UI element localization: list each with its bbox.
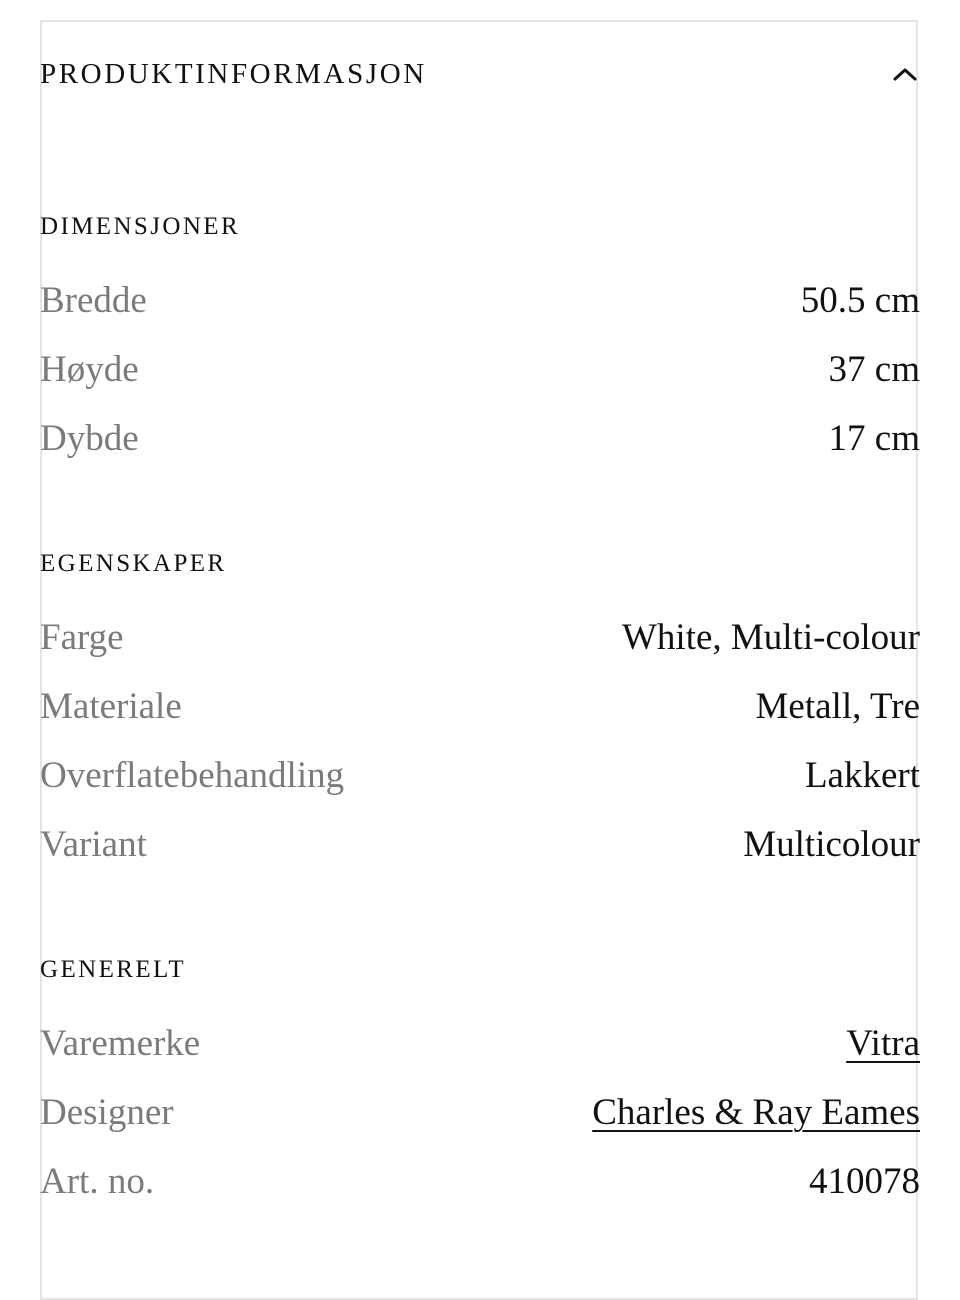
spec-label: Dybde <box>40 418 139 459</box>
spec-row-farge <box>40 616 920 685</box>
spec-row-variant <box>40 823 920 892</box>
spec-label: Designer <box>40 1092 174 1133</box>
spec-value: 37 cm <box>828 349 920 390</box>
spec-value: 50.5 cm <box>800 280 920 321</box>
spec-label: Varemerke <box>40 1023 201 1064</box>
spec-label: Farge <box>40 617 124 658</box>
spec-label: Art. no. <box>40 1161 155 1202</box>
product-info-accordion-header[interactable] <box>40 52 920 96</box>
spec-row-materiale <box>40 685 920 754</box>
brand-link[interactable]: Vitra <box>846 1023 920 1064</box>
spec-row-overflatebehandling <box>40 754 920 823</box>
section-title: DIMENSJONER <box>40 213 241 240</box>
spec-value: Metall, Tre <box>755 686 920 727</box>
section-dimensjoner <box>40 209 920 486</box>
article-number: 410078 <box>809 1161 920 1202</box>
spec-row-art-no <box>40 1160 920 1229</box>
spec-value: 17 cm <box>828 418 920 459</box>
designer-link[interactable]: Charles & Ray Eames <box>592 1092 920 1133</box>
spec-value: Multicolour <box>743 824 920 865</box>
spec-row-varemerke <box>40 1022 920 1091</box>
spec-label: Overflatebehandling <box>40 755 345 796</box>
spec-label: Variant <box>40 824 147 865</box>
section-title: EGENSKAPER <box>40 550 227 577</box>
spec-row-hoyde <box>40 348 920 417</box>
chevron-up-icon[interactable] <box>890 59 920 89</box>
section-egenskaper <box>40 546 920 892</box>
spec-label: Høyde <box>40 349 139 390</box>
spec-row-bredde <box>40 279 920 348</box>
section-title: GENERELT <box>40 956 187 983</box>
section-generelt <box>40 952 920 1229</box>
spec-row-designer <box>40 1091 920 1160</box>
spec-label: Materiale <box>40 686 182 727</box>
panel-title: PRODUKTINFORMASJON <box>40 57 427 90</box>
spec-value: White, Multi-colour <box>622 617 920 658</box>
spec-value: Lakkert <box>804 755 920 796</box>
spec-label: Bredde <box>40 280 147 321</box>
spec-row-dybde <box>40 417 920 486</box>
